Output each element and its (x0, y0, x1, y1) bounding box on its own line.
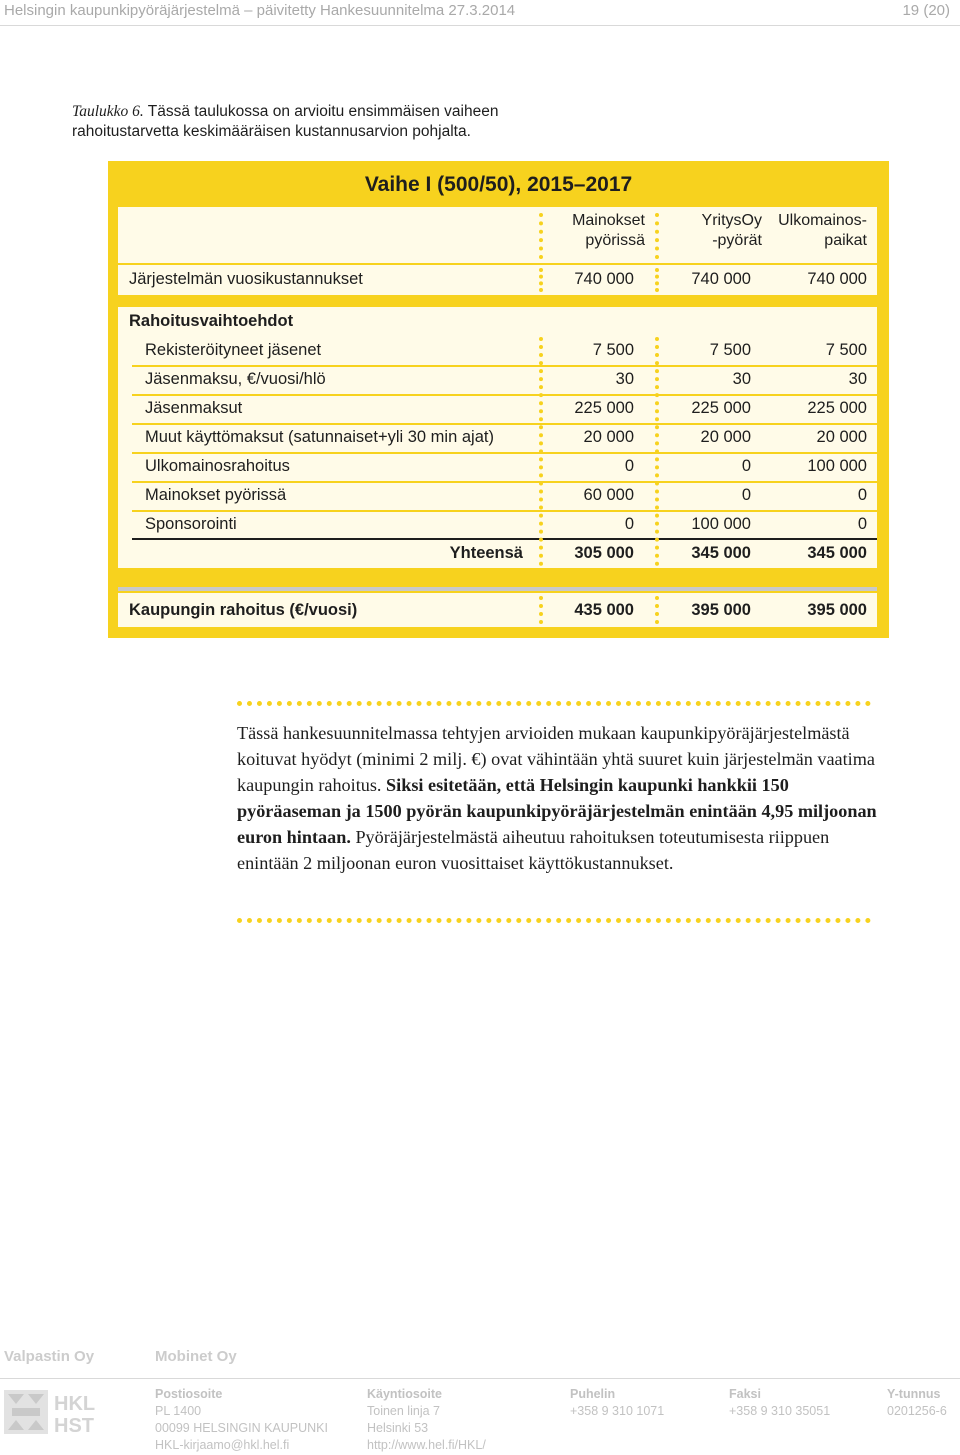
document-title: Helsingin kaupunkipyöräjärjestelmä – päivitetty Hankesuunnitelma 27.3.2014 (4, 2, 516, 19)
row-value: 225 000 (691, 399, 751, 417)
column-divider (539, 268, 543, 292)
row-value: 0 (741, 457, 751, 475)
column-divider (655, 213, 659, 259)
table-caption (72, 102, 592, 142)
footer-heading: Y-tunnus (887, 1387, 941, 1401)
logo-text: HKL (54, 1393, 96, 1415)
row-separator (132, 481, 877, 483)
annual-cost-label: Järjestelmän vuosikustannukset (129, 270, 363, 288)
city-funding-value: 395 000 (691, 601, 751, 619)
column-divider (655, 596, 659, 624)
column-header-company-bikes (650, 211, 762, 251)
row-separator (132, 452, 877, 454)
commentary-text: Tässä hankesuunnitelmassa tehtyjen arvioiden mukaan kaupunkipyöräjärjestelmästä koituvat hyödyt (minimi 2 milj. €) ovat vähintään yhtä suuret kuin järjestelmän vaatima kaupungin rahoitus. (237, 723, 875, 795)
column-header-line: Mainokset (572, 212, 645, 229)
row-label: Muut käyttömaksut (satunnaiset+yli 30 min ajat) (145, 428, 494, 446)
row-value: 7 500 (825, 341, 867, 359)
column-divider (655, 337, 659, 566)
footer-fax (729, 1386, 830, 1420)
commentary-highlight: Siksi esitetään, että Helsingin kaupunki hankkii 150 pyöräaseman ja 1500 pyörän kaupunkipyöräjärjestelmän enintään 4,95 miljoonan euron hintaan. (237, 775, 877, 847)
footer-heading: Puhelin (570, 1387, 616, 1401)
caption-lead: Taulukko 6. (72, 103, 144, 120)
column-header-line: pyörissä (585, 232, 645, 249)
row-label: Rekisteröityneet jäsenet (145, 341, 322, 359)
row-value: 0 (741, 486, 751, 504)
table-title: Vaihe I (500/50), 2015–2017 (364, 173, 633, 196)
footer-line: Helsinki 53 (367, 1421, 429, 1435)
total-rule (132, 538, 877, 540)
total-label: Yhteensä (449, 544, 523, 562)
options-heading: Rahoitusvaihtoehdot (129, 312, 294, 330)
row-value: 7 500 (592, 341, 634, 359)
footer-line: 0201256-6 (887, 1404, 947, 1418)
row-separator (132, 365, 877, 367)
column-header-panel (118, 207, 877, 263)
column-divider (655, 268, 659, 292)
row-separator (132, 394, 877, 396)
row-value: 30 (732, 370, 751, 388)
footer-company-2: Mobinet Oy (155, 1348, 237, 1365)
row-value: 225 000 (807, 399, 867, 417)
row-value: 20 000 (700, 428, 751, 446)
column-header-line: paikat (824, 232, 867, 249)
total-value: 345 000 (807, 544, 867, 562)
row-value: 20 000 (816, 428, 867, 446)
annual-cost-row (118, 265, 877, 295)
column-header-outdoor-ads (763, 211, 867, 251)
annual-cost-value: 740 000 (807, 270, 867, 288)
page-number: 19 (20) (902, 2, 950, 19)
row-value: 0 (857, 486, 867, 504)
document-header (0, 0, 960, 26)
footer-heading: Käyntiosoite (367, 1387, 443, 1401)
row-value: 100 000 (807, 457, 867, 475)
footer-website-link[interactable]: http://www.hel.fi/HKL/ (367, 1438, 486, 1452)
row-value: 0 (624, 457, 634, 475)
footer-line: +358 9 310 1071 (570, 1404, 665, 1418)
hkl-logo (4, 1388, 104, 1436)
row-label: Sponsorointi (145, 515, 237, 533)
column-divider (539, 596, 543, 624)
row-value: 100 000 (691, 515, 751, 533)
options-heading-row (118, 307, 877, 335)
column-header-ads (533, 211, 645, 251)
row-separator (132, 423, 877, 425)
row-value: 30 (615, 370, 634, 388)
grey-separator (118, 587, 877, 591)
footer-line: Toinen linja 7 (367, 1404, 440, 1418)
footer-company-1: Valpastin Oy (4, 1348, 95, 1365)
row-value: 7 500 (709, 341, 751, 359)
commentary-text: Pyöräjärjestelmästä aiheutuu rahoituksen toteutumisesta riippuen enintään 2 miljoonan euron vuosittaiset käyttökustannukset. (237, 827, 830, 873)
row-value: 20 000 (583, 428, 634, 446)
total-value: 345 000 (691, 544, 751, 562)
row-separator (132, 510, 877, 512)
column-header-line: -pyörät (712, 232, 762, 249)
row-label: Jäsenmaksu, €/vuosi/hlö (145, 370, 326, 388)
row-label: Jäsenmaksut (145, 399, 243, 417)
logo-text: HST (54, 1415, 94, 1436)
commentary-paragraph (237, 720, 877, 876)
footer-line: 00099 HELSINGIN KAUPUNKI (155, 1421, 328, 1435)
column-header-line: Ulkomainos- (778, 212, 867, 229)
footer-postal-address (155, 1386, 328, 1454)
city-funding-value: 395 000 (807, 601, 867, 619)
city-funding-value: 435 000 (574, 601, 634, 619)
annual-cost-value: 740 000 (691, 270, 751, 288)
footer-email-link[interactable]: HKL-kirjaamo@hkl.hel.fi (155, 1438, 290, 1452)
city-funding-row (118, 593, 877, 627)
footer-line: +358 9 310 35051 (729, 1404, 831, 1418)
caption-text: Tässä taulukossa on arvioitu ensimmäisen vaiheen rahoitustarvetta keskimääräisen kustannusarvion pohjalta. (72, 103, 499, 140)
row-label: Mainokset pyörissä (145, 486, 287, 504)
row-label: Ulkomainosrahoitus (145, 457, 290, 475)
dotted-rule-bottom (237, 918, 871, 923)
dotted-rule-top (237, 701, 871, 706)
footer-heading: Postiosoite (155, 1387, 223, 1401)
column-divider (539, 337, 543, 566)
options-panel (118, 335, 877, 568)
row-value: 30 (848, 370, 867, 388)
column-divider (539, 213, 543, 259)
row-value: 0 (624, 515, 634, 533)
column-header-line: YritysOy (701, 212, 762, 229)
row-value: 225 000 (574, 399, 634, 417)
footer-heading: Faksi (729, 1387, 761, 1401)
annual-cost-value: 740 000 (574, 270, 634, 288)
footer-visiting-address (367, 1386, 486, 1454)
footer-rule (0, 1378, 960, 1379)
total-value: 305 000 (574, 544, 634, 562)
footer-business-id (887, 1386, 947, 1420)
funding-table (108, 161, 889, 638)
footer-phone (570, 1386, 664, 1420)
city-funding-label: Kaupungin rahoitus (€/vuosi) (129, 601, 358, 619)
row-value: 60 000 (583, 486, 634, 504)
row-value: 0 (857, 515, 867, 533)
footer-line: PL 1400 (155, 1404, 202, 1418)
